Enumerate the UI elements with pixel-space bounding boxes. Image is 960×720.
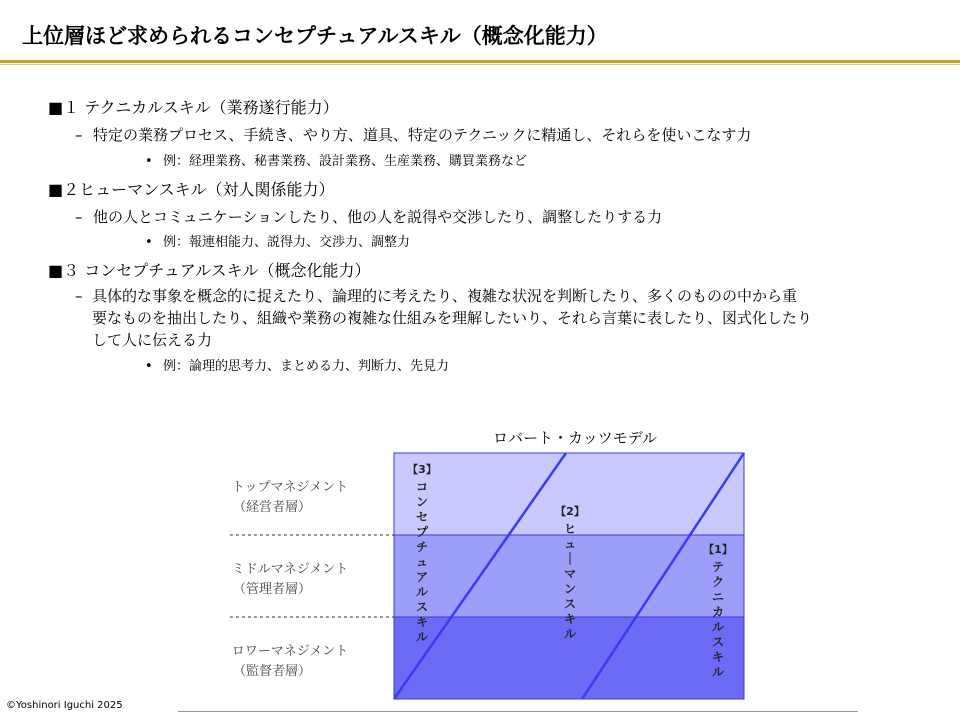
section-2-example: • 例：報連相能力、説得力、交渉力、調整力 xyxy=(145,235,411,250)
svg-text:コ: コ xyxy=(415,480,429,494)
level-sublabel-3: （監督者層） xyxy=(232,664,312,679)
svg-text:ル: ル xyxy=(415,585,429,599)
page-title: 上位層ほど求められるコンセプチュアルスキル（概念化能力） xyxy=(22,24,608,48)
svg-text:ニ: ニ xyxy=(711,590,725,604)
svg-text:【2】: 【2】 xyxy=(555,505,585,518)
svg-text:テ: テ xyxy=(711,560,725,574)
svg-text:ン: ン xyxy=(563,582,577,596)
svg-text:ス: ス xyxy=(563,597,577,611)
title-underline-thin xyxy=(0,64,960,65)
svg-text:ュ: ュ xyxy=(415,555,429,569)
svg-text:ヒ: ヒ xyxy=(563,522,577,536)
level-label-2: ミドルマネジメント xyxy=(231,562,349,577)
level-sublabel-2: （管理者層） xyxy=(232,582,312,597)
svg-text:ル: ル xyxy=(711,665,725,679)
svg-text:セ: セ xyxy=(415,510,429,524)
section-3-desc: 具体的な事象を概念的に捉えたり、論理的に考えたり、複雑な状況を判断したり、多くのものの中から重 要なものを抽出したり、組織や業務の複雑な仕組みを理解したいり、それら言葉に表したり、図式化したり して人に伝える力 xyxy=(92,287,813,349)
level-sublabel-1: （経営者層） xyxy=(232,500,312,515)
svg-text:ス: ス xyxy=(711,635,725,649)
svg-text:プ: プ xyxy=(415,525,429,539)
svg-text:ル: ル xyxy=(415,630,429,644)
footer-line xyxy=(178,711,858,712)
katz-model-diagram xyxy=(230,425,750,705)
copyright: ©Yoshinori Iguchi 2025 xyxy=(6,700,123,711)
level-label-3: ロワーマネジメント xyxy=(231,644,349,659)
diagram-title: ロバート・カッツモデル xyxy=(492,429,658,447)
section-1-desc: – 特定の業務プロセス、手続き、やり方、道具、特定のテクニックに精通し、それらを使いこなす力 xyxy=(75,126,752,144)
svg-text:ス: ス xyxy=(415,600,429,614)
svg-text:キ: キ xyxy=(711,650,725,664)
svg-text:キ: キ xyxy=(563,612,577,626)
svg-text:ル: ル xyxy=(563,627,577,641)
section-2-heading: ■２ヒューマンスキル（対人関係能力） xyxy=(48,180,335,199)
svg-text:ュ: ュ xyxy=(563,537,577,551)
title-underline xyxy=(0,60,960,63)
level-label-1: トップマネジメント xyxy=(231,480,349,495)
svg-text:【3】: 【3】 xyxy=(407,463,437,476)
svg-text:｜: ｜ xyxy=(563,552,577,566)
svg-text:マ: マ xyxy=(563,567,577,581)
svg-text:チ: チ xyxy=(415,540,429,554)
svg-text:カ: カ xyxy=(711,605,725,619)
section-3-example: • 例：論理的思考力、まとめる力、判断力、先見力 xyxy=(145,359,450,374)
svg-text:ア: ア xyxy=(415,570,429,584)
svg-text:ン: ン xyxy=(415,495,429,509)
section-1-heading: ■１ テクニカルスキル（業務遂行能力） xyxy=(48,98,339,117)
svg-text:ク: ク xyxy=(711,575,725,589)
svg-text:ル: ル xyxy=(711,620,725,634)
section-3-heading: ■３ コンセプチュアルスキル（概念化能力） xyxy=(48,261,371,280)
section-3-dash: – xyxy=(75,287,83,305)
svg-text:【1】: 【1】 xyxy=(703,543,733,556)
section-2-desc: – 他の人とコミュニケーションしたり、他の人を説得や交渉したり、調整したりする力 xyxy=(75,208,663,226)
section-1-example: • 例：経理業務、秘書業務、設計業務、生産業務、購買業務など xyxy=(145,154,528,169)
svg-text:キ: キ xyxy=(415,615,429,629)
